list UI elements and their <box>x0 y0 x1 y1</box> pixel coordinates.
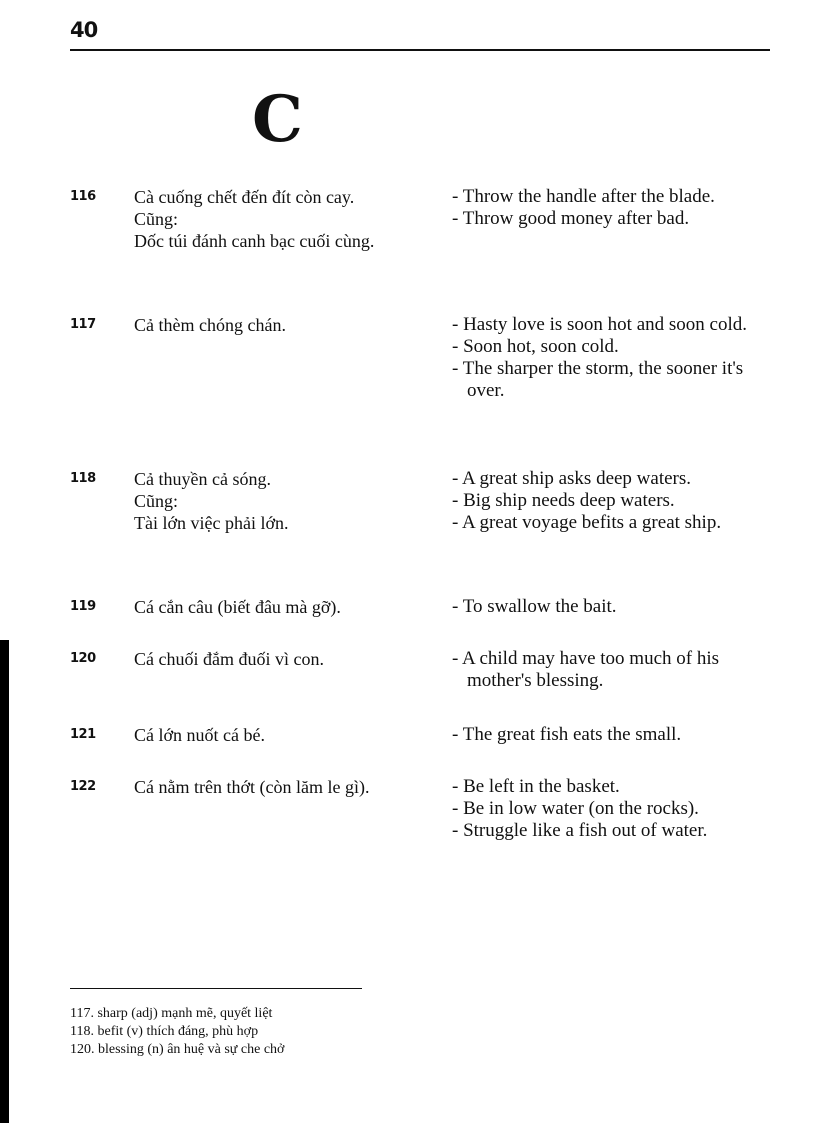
en-item: - Throw the handle after the blade. <box>452 186 715 207</box>
en-item: - Be left in the basket. <box>452 776 620 797</box>
vi-line: Cả thèm chóng chán. <box>134 315 286 335</box>
footnotes <box>70 1005 284 1059</box>
vietnamese-proverb <box>134 648 434 670</box>
english-equivalents <box>452 186 792 230</box>
entry-number: 119 <box>70 599 96 614</box>
section-letter: C <box>252 82 303 157</box>
english-equivalents <box>452 776 792 842</box>
vi-line: Cá chuối đắm đuối vì con. <box>134 649 324 669</box>
entry-number: 118 <box>70 471 96 486</box>
page-number: 40 <box>70 18 98 42</box>
vi-line: Cà cuống chết đến đít còn cay. <box>134 187 355 207</box>
vietnamese-proverb <box>134 468 434 534</box>
entry-number: 116 <box>70 189 96 204</box>
vietnamese-proverb <box>134 314 434 336</box>
en-item: - Soon hot, soon cold. <box>452 336 619 357</box>
english-equivalents <box>452 596 792 618</box>
en-item: - Be in low water (on the rocks). <box>452 798 699 819</box>
vi-line: Cũng: <box>134 209 179 229</box>
en-item: - Hasty love is soon hot and soon cold. <box>452 314 748 335</box>
entry-number: 117 <box>70 317 96 332</box>
vi-line: Dốc túi đánh canh bạc cuối cùng. <box>134 231 375 251</box>
vietnamese-proverb <box>134 724 434 746</box>
en-item: - Big ship needs deep waters. <box>452 490 675 511</box>
vietnamese-proverb <box>134 596 434 618</box>
footnote: 118. befit (v) thích đáng, phù hợp <box>70 1024 259 1039</box>
vi-line: Cả thuyền cả sóng. <box>134 469 271 489</box>
en-item: - A child may have too much of his mother's blessing. <box>452 648 720 691</box>
header-rule <box>70 49 770 51</box>
footnote: 117. sharp (adj) mạnh mẽ, quyết liệt <box>70 1006 273 1021</box>
en-item: - To swallow the bait. <box>452 596 617 617</box>
entry-number: 122 <box>70 779 96 794</box>
footnote: 120. blessing (n) ân huệ và sự che chở <box>70 1042 285 1057</box>
en-item: - The sharper the storm, the sooner it's over. <box>452 358 744 401</box>
en-item: - Struggle like a fish out of water. <box>452 820 708 841</box>
english-equivalents <box>452 648 792 692</box>
footnote-rule <box>70 988 362 989</box>
vi-line: Cá nằm trên thớt (còn lăm le gì). <box>134 777 370 797</box>
vietnamese-proverb <box>134 776 434 798</box>
scan-edge-bar <box>0 640 9 1123</box>
en-item: - A great voyage befits a great ship. <box>452 512 722 533</box>
vi-line: Tài lớn việc phải lớn. <box>134 513 289 533</box>
entry-number: 120 <box>70 651 96 666</box>
vi-line: Cá cắn câu (biết đâu mà gỡ). <box>134 597 341 617</box>
en-item: - The great fish eats the small. <box>452 724 682 745</box>
entry-number: 121 <box>70 727 96 742</box>
vi-line: Cá lớn nuốt cá bé. <box>134 725 265 745</box>
vietnamese-proverb <box>134 186 434 252</box>
vi-line: Cũng: <box>134 491 179 511</box>
en-item: - Throw good money after bad. <box>452 208 690 229</box>
en-item: - A great ship asks deep waters. <box>452 468 692 489</box>
english-equivalents <box>452 314 792 402</box>
english-equivalents <box>452 724 792 746</box>
english-equivalents <box>452 468 792 534</box>
